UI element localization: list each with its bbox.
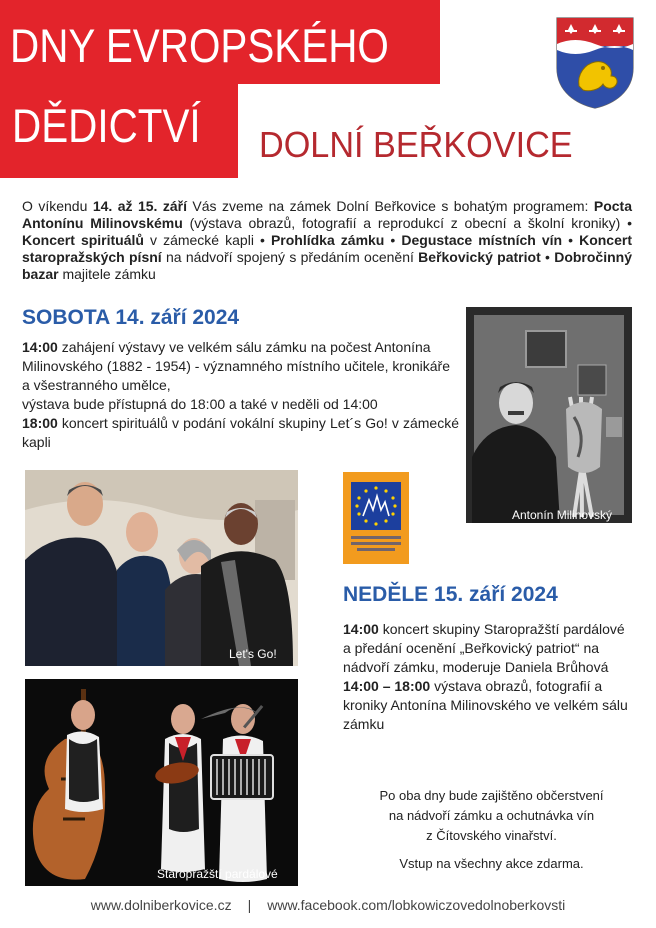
photo-milinovsky-image bbox=[466, 307, 632, 523]
note-line-3: z Čítovského vinařství. bbox=[426, 828, 557, 843]
facebook-link[interactable]: www.facebook.com/lobkowiczovedolnoberkovsti bbox=[267, 897, 566, 913]
intro-text: majitele zámku bbox=[58, 266, 156, 282]
intro-highlight: Prohlídka zámku bbox=[270, 232, 385, 248]
footer bbox=[0, 897, 656, 913]
title-line-1: DNY EVROPSKÉHO bbox=[10, 19, 389, 72]
intro-text: (výstava obrazů, fotografií a reprodukcí z obecní a školní kroniky) • bbox=[182, 215, 632, 231]
saturday-item-1b: výstava bude přístupná do 18:00 a také v neděli od 14:00 bbox=[22, 396, 378, 412]
village-name: DOLNÍ BEŘKOVICE bbox=[259, 124, 573, 165]
free-entry-note: Vstup na všechny akce zdarma. bbox=[399, 856, 584, 871]
saturday-item-2 bbox=[22, 414, 459, 452]
caption-milinovsky: Antonín Milinovský bbox=[512, 508, 613, 522]
sunday-time-2: 14:00 – 18:00 bbox=[343, 678, 431, 694]
intro-highlight: Pocta Antonínu Milinovskému bbox=[22, 198, 632, 231]
refreshment-note bbox=[343, 786, 640, 846]
intro-text: v zámecké kapli • bbox=[143, 232, 271, 248]
note-line-2: na nádvoří zámku a ochutnávka vín bbox=[388, 808, 595, 823]
sunday-time-1: 14:00 bbox=[343, 621, 379, 637]
sunday-item-2 bbox=[343, 677, 633, 734]
intro-text: Vás zveme na zámek Dolní Beřkovice s bohatým programem: bbox=[186, 198, 594, 214]
intro-text: • bbox=[540, 249, 555, 265]
european-heritage-days-logo bbox=[343, 472, 409, 564]
photo-lets-go-image bbox=[25, 470, 298, 666]
intro-dates: 14. až 15. září bbox=[92, 198, 187, 214]
title-line-2: DĚDICTVÍ bbox=[12, 99, 201, 152]
intro-text: O víkendu bbox=[22, 198, 93, 214]
caption-lets-go: Let's Go! bbox=[229, 647, 277, 661]
intro-highlight: Koncert staropražských písní bbox=[22, 232, 632, 265]
note-line-1: Po oba dny bude zajištěno občerstvení bbox=[379, 788, 604, 803]
saturday-item-1 bbox=[22, 338, 459, 395]
sunday-heading: NEDĚLE 15. září 2024 bbox=[343, 583, 558, 606]
photo-milinovsky bbox=[466, 307, 632, 523]
sunday-program bbox=[343, 620, 633, 734]
caption-pardalove: Staropražští pardálové bbox=[157, 867, 278, 881]
intro-highlight: Degustace místních vín bbox=[401, 232, 563, 248]
saturday-time-2: 18:00 bbox=[22, 415, 58, 431]
website-link[interactable]: www.dolniberkovice.cz bbox=[90, 897, 232, 913]
photo-pardalove bbox=[25, 679, 298, 886]
intro-highlight: Dobročinný bazar bbox=[22, 249, 632, 282]
photo-pardalove-image bbox=[25, 679, 298, 886]
saturday-text-2: koncert spirituálů v podání vokální skupiny Let´s Go! v zámecké kapli bbox=[22, 415, 459, 450]
intro-text: • bbox=[384, 232, 402, 248]
sunday-text-1: koncert skupiny Staropražští pardálové a předání ocenění „Beřkovický patriot“ na nádvoří zámku, moderuje Daniela Brůhová bbox=[343, 621, 625, 675]
saturday-program bbox=[22, 338, 459, 452]
sunday-text-2: výstava obrazů, fotografií a kroniky Antonína Milinovského ve velkém sálu zámku bbox=[343, 678, 628, 732]
saturday-text-1: zahájení výstavy ve velkém sálu zámku na počest Antonína Milinovského (1882 - 1954) - významného místního učitele, kronikáře a všestranného umělce, bbox=[22, 339, 450, 393]
intro-highlight: Beřkovický patriot bbox=[418, 249, 541, 265]
saturday-heading: SOBOTA 14. září 2024 bbox=[22, 306, 240, 329]
coat-of-arms-icon bbox=[555, 16, 635, 110]
intro-paragraph bbox=[22, 198, 632, 283]
intro-text: • bbox=[562, 232, 580, 248]
photo-lets-go bbox=[25, 470, 298, 666]
sunday-item-1 bbox=[343, 620, 633, 677]
saturday-time-1: 14:00 bbox=[22, 339, 58, 355]
intro-text: na nádvoří spojený s předáním ocenění bbox=[161, 249, 419, 265]
intro-highlight: Koncert spirituálů bbox=[22, 232, 144, 248]
footer-separator: | bbox=[247, 897, 252, 913]
